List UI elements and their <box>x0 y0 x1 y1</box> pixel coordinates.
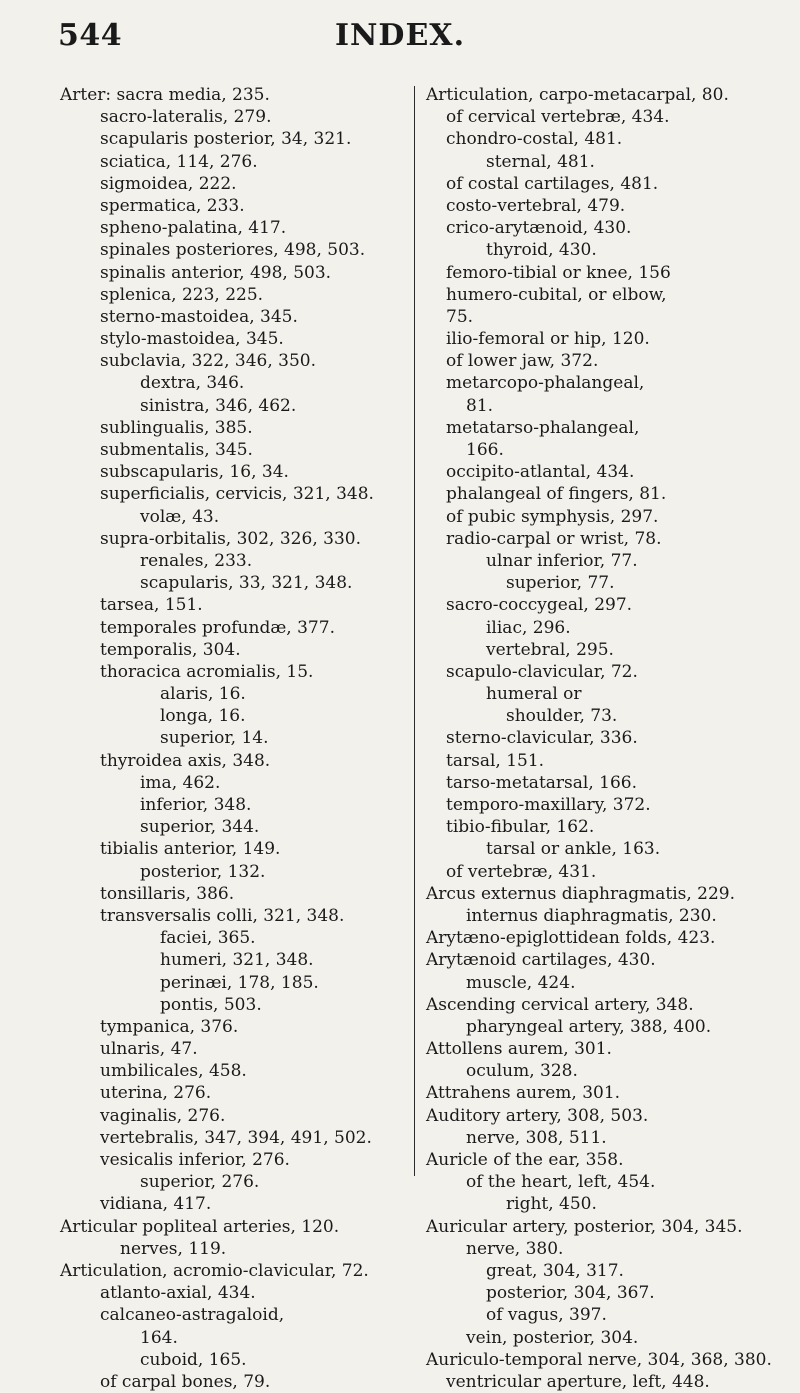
index-entry: posterior, 304, 367. <box>486 1283 655 1304</box>
index-entry: transversalis colli, 321, 348. <box>100 905 345 926</box>
index-entry: pontis, 503. <box>160 994 262 1015</box>
index-entry: splenica, 223, 225. <box>100 284 264 305</box>
index-entry: tympanica, 376. <box>100 1016 239 1037</box>
index-entry: supra-orbitalis, 302, 326, 330. <box>100 528 361 549</box>
index-entry: of cervical vertebræ, 434. <box>446 107 670 128</box>
index-entry: sublingualis, 385. <box>100 417 253 438</box>
index-entry: thoracica acromialis, 15. <box>100 661 314 682</box>
index-entry: sigmoidea, 222. <box>100 173 237 194</box>
index-entry: superior, 14. <box>160 728 269 749</box>
index-entry: oculum, 328. <box>466 1061 578 1082</box>
index-entry: Articulation, acromio-clavicular, 72. <box>60 1260 369 1281</box>
index-entry: nerve, 308, 511. <box>466 1127 607 1148</box>
index-entry: Arter: sacra media, 235. <box>60 85 270 105</box>
index-entry: radio-carpal or wrist, 78. <box>446 528 662 549</box>
index-entry: Arytænoid cartilages, 430. <box>426 950 656 971</box>
index-entry: superior, 344. <box>140 817 260 838</box>
index-entry: femoro-tibial or knee, 156 <box>446 262 671 283</box>
index-entry: crico-arytænoid, 430. <box>446 218 632 239</box>
index-entry: vaginalis, 276. <box>100 1105 226 1126</box>
index-entry: phalangeal of fingers, 81. <box>446 484 667 505</box>
index-entry: Arcus externus diaphragmatis, 229. <box>426 883 736 904</box>
index-entry: superior, 276. <box>140 1172 260 1193</box>
index-entry: scapularis posterior, 34, 321. <box>100 129 352 150</box>
index-entry: ulnaris, 47. <box>100 1039 198 1060</box>
index-entry: vesicalis inferior, 276. <box>100 1150 290 1170</box>
index-entry: ventricular aperture, left, 448. <box>446 1371 710 1392</box>
index-entry: Articulation, carpo-metacarpal, 80. <box>426 85 729 105</box>
index-entry: ilio-femoral or hip, 120. <box>446 329 650 350</box>
index-entry: inferior, 348. <box>140 795 252 815</box>
index-entry: stylo-mastoidea, 345. <box>100 329 284 350</box>
index-entry: of the heart, left, 454. <box>466 1172 656 1193</box>
index-entry: tonsillaris, 386. <box>100 883 235 904</box>
index-entry: vidiana, 417. <box>100 1194 212 1215</box>
index-entry: tibio-fibular, 162. <box>446 817 595 838</box>
index-entry: renales, 233. <box>140 550 253 571</box>
index-entry: calcaneo-astragaloid, <box>100 1305 285 1326</box>
index-entry: temporo-maxillary, 372. <box>446 795 651 815</box>
index-entry: great, 304, 317. <box>486 1260 624 1281</box>
column-divider <box>414 86 415 1176</box>
index-entry: Auricle of the ear, 358. <box>426 1150 624 1170</box>
index-entry: posterior, 132. <box>140 861 266 882</box>
index-entry: of lower jaw, 372. <box>446 351 599 372</box>
index-entry: Auditory artery, 308, 503. <box>426 1105 649 1126</box>
index-entry: thyroid, 430. <box>486 240 597 261</box>
index-entry: tarso-metatarsal, 166. <box>446 772 637 793</box>
index-entry: 81. <box>466 395 494 416</box>
index-entry: scapularis, 33, 321, 348. <box>140 573 353 594</box>
index-entry: sternal, 481. <box>486 151 595 172</box>
index-entry: nerve, 380. <box>466 1238 564 1259</box>
index-entry: tarsal or ankle, 163. <box>486 839 661 860</box>
index-entry: Auricular artery, posterior, 304, 345. <box>426 1216 743 1237</box>
index-entry: longa, 16. <box>160 706 246 727</box>
index-entry: perinæi, 178, 185. <box>160 972 319 993</box>
index-entry: vertebral, 295. <box>486 639 614 660</box>
index-entry: tarsea, 151. <box>100 595 203 616</box>
index-entry: nerves, 119. <box>120 1238 227 1259</box>
index-entry: pharyngeal artery, 388, 400. <box>466 1016 712 1037</box>
index-entry: spinales posteriores, 498, 503. <box>100 240 366 261</box>
index-entry: metarcopo-phalangeal, <box>446 373 645 394</box>
index-entry: temporales profundæ, 377. <box>100 617 335 638</box>
index-entry: metatarso-phalangeal, <box>446 417 640 438</box>
index-entry: sacro-lateralis, 279. <box>100 107 272 128</box>
index-entry: right, 450. <box>506 1194 597 1215</box>
index-entry: 75. <box>446 306 474 327</box>
index-entry: of costal cartilages, 481. <box>446 173 659 194</box>
index-entry: muscle, 424. <box>466 972 576 993</box>
index-entry: sacro-coccygeal, 297. <box>446 595 633 616</box>
page-title: INDEX. <box>334 18 466 53</box>
index-entry: subclavia, 322, 346, 350. <box>100 351 316 372</box>
index-entry: umbilicales, 458. <box>100 1061 247 1082</box>
index-entry: temporalis, 304. <box>100 639 241 660</box>
index-entry: humero-cubital, or elbow, <box>446 284 667 305</box>
index-entry: superficialis, cervicis, 321, 348. <box>100 484 374 505</box>
index-entry: sterno-clavicular, 336. <box>446 728 638 749</box>
index-column-right <box>426 84 772 1393</box>
index-entry: sinistra, 346, 462. <box>140 395 297 416</box>
index-entry: shoulder, 73. <box>506 706 618 727</box>
index-entry: internus diaphragmatis, 230. <box>466 905 717 926</box>
index-entry: humeral or <box>486 684 582 705</box>
index-column-left <box>60 84 405 1393</box>
index-entry: ulnar inferior, 77. <box>486 550 638 571</box>
index-entry: tibialis anterior, 149. <box>100 839 281 860</box>
index-entry: spermatica, 233. <box>100 195 245 216</box>
index-entry: of pubic symphysis, 297. <box>446 506 659 527</box>
index-entry: Attollens aurem, 301. <box>426 1039 612 1060</box>
index-entry: atlanto-axial, 434. <box>100 1283 256 1304</box>
index-entry: 166. <box>466 440 504 460</box>
index-entry: thyroidea axis, 348. <box>100 750 271 771</box>
index-entry: 164. <box>140 1327 178 1348</box>
index-entry: subscapularis, 16, 34. <box>100 462 289 483</box>
index-entry: costo-vertebral, 479. <box>446 195 626 216</box>
index-entry: submentalis, 345. <box>100 440 253 460</box>
index-entry: occipito-atlantal, 434. <box>446 462 635 483</box>
index-entry: ima, 462. <box>140 772 221 793</box>
index-entry: spinalis anterior, 498, 503. <box>100 262 332 283</box>
index-entry: cuboid, 165. <box>140 1349 247 1370</box>
index-entry: sterno-mastoidea, 345. <box>100 306 298 327</box>
index-entry: Attrahens aurem, 301. <box>426 1083 621 1104</box>
index-entry: dextra, 346. <box>140 373 245 394</box>
index-entry: spheno-palatina, 417. <box>100 218 287 239</box>
index-entry: sciatica, 114, 276. <box>100 151 258 172</box>
index-entry: vein, posterior, 304. <box>466 1327 639 1348</box>
index-entry: scapulo-clavicular, 72. <box>446 661 638 682</box>
index-entry: Ascending cervical artery, 348. <box>426 994 694 1015</box>
index-entry: tarsal, 151. <box>446 750 545 771</box>
index-entry: Arytæno-epiglottidean folds, 423. <box>426 928 716 949</box>
index-entry: of vagus, 397. <box>486 1305 607 1326</box>
index-entry: Auriculo-temporal nerve, 304, 368, 380. <box>426 1349 772 1370</box>
page-number: 544 <box>58 18 123 53</box>
index-entry: iliac, 296. <box>486 617 571 638</box>
index-entry: of carpal bones, 79. <box>100 1371 271 1392</box>
index-entry: chondro-costal, 481. <box>446 129 623 150</box>
index-entry: humeri, 321, 348. <box>160 950 314 971</box>
index-entry: faciei, 365. <box>160 928 256 949</box>
index-entry: Articular popliteal arteries, 120. <box>60 1216 340 1237</box>
index-entry: uterina, 276. <box>100 1083 212 1104</box>
index-entry: alaris, 16. <box>160 684 246 705</box>
index-entry: volæ, 43. <box>140 506 220 527</box>
index-entry: superior, 77. <box>506 573 615 594</box>
index-entry: vertebralis, 347, 394, 491, 502. <box>100 1127 372 1148</box>
index-entry: of vertebræ, 431. <box>446 861 597 882</box>
